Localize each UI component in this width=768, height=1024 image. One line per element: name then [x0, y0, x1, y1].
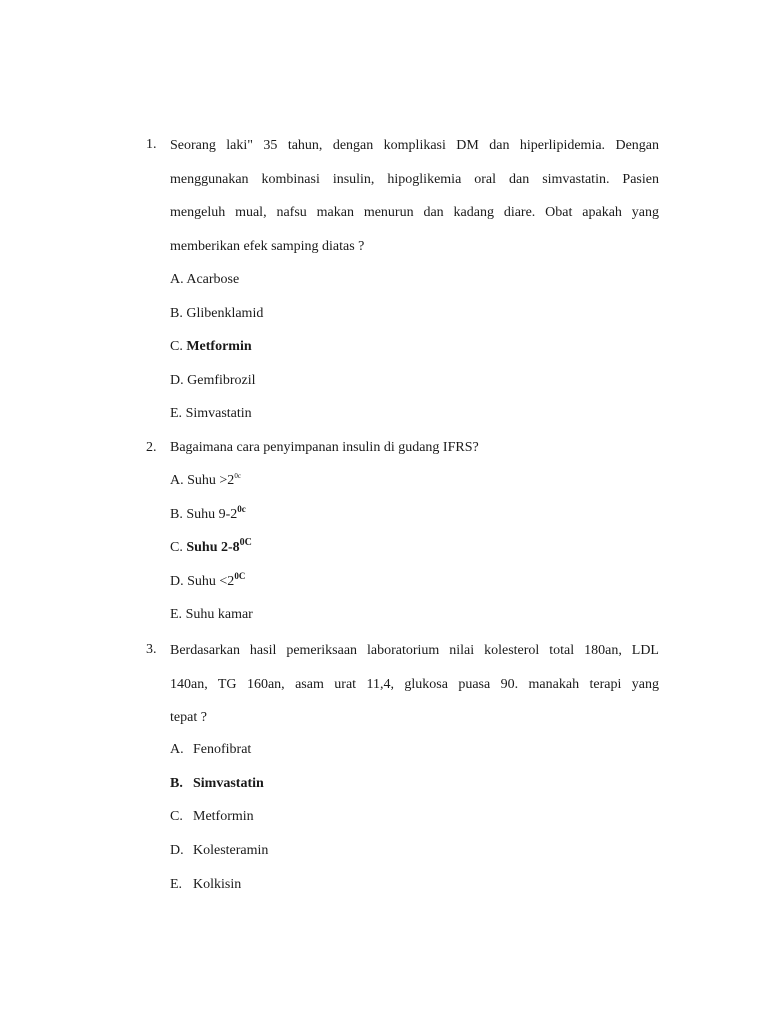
question-line: 140an, TG 160an, asam urat 11,4, glukosa puasa 90. manakah terapi yang	[170, 676, 659, 692]
option-2e	[170, 607, 253, 623]
option-letter: E.	[170, 877, 183, 892]
option-text: Suhu kamar	[185, 607, 253, 622]
option-text: Metformin	[186, 339, 252, 354]
option-superscript: 0C	[239, 537, 252, 548]
option-superscript: 0c	[237, 504, 246, 514]
option-2a	[170, 473, 241, 489]
option-letter: E.	[170, 406, 183, 421]
option-text: Glibenklamid	[186, 306, 264, 321]
question-text	[170, 634, 659, 735]
option-letter: D.	[170, 373, 184, 388]
option-3d	[170, 843, 268, 859]
option-letter: D.	[170, 574, 184, 589]
question-line: menggunakan kombinasi insulin, hipoglikemia oral dan simvastatin. Pasien	[170, 171, 659, 187]
option-1b	[170, 306, 263, 322]
question-number: 2.	[146, 440, 157, 455]
option-3c	[170, 809, 254, 825]
question-line: memberikan efek samping diatas ?	[170, 238, 365, 254]
option-text: Suhu >2	[187, 473, 235, 488]
option-3e	[170, 877, 241, 893]
option-superscript: 0C	[234, 571, 246, 581]
option-1a	[170, 272, 239, 288]
option-text: Fenofibrat	[193, 742, 252, 757]
option-text: Suhu 2-8	[186, 540, 240, 555]
option-letter: B.	[170, 306, 183, 321]
option-text: Metformin	[193, 809, 254, 824]
option-letter: C.	[170, 540, 183, 555]
option-text: Kolesteramin	[193, 843, 269, 858]
question-number: 3.	[146, 642, 157, 657]
option-text: Simvastatin	[193, 776, 264, 791]
question-line: mengeluh mual, nafsu makan menurun dan kadang diare. Obat apakah yang	[170, 205, 659, 220]
option-letter: A.	[170, 473, 184, 488]
question-line: Berdasarkan hasil pemeriksaan laboratorium nilai kolesterol total 180an, LDL	[170, 643, 659, 658]
option-2d	[170, 571, 246, 590]
option-2c-answer	[170, 537, 252, 556]
option-letter: A.	[170, 742, 184, 757]
option-text: Kolkisin	[193, 877, 242, 892]
option-3b-answer	[170, 776, 264, 792]
option-superscript: 0c	[234, 472, 241, 480]
option-letter: B.	[170, 507, 183, 522]
option-3a	[170, 742, 251, 758]
option-text: Gemfibrozil	[187, 373, 256, 388]
option-text: Simvastatin	[185, 406, 252, 421]
question-line: Seorang laki" 35 tahun, dengan komplikasi DM dan hiperlipidemia. Dengan	[170, 138, 659, 153]
option-text: Suhu 9-2	[186, 507, 238, 522]
option-letter: A.	[170, 272, 184, 287]
option-1e	[170, 406, 252, 422]
question-text	[170, 129, 659, 263]
option-1c-answer	[170, 339, 252, 355]
option-letter: C.	[170, 339, 183, 354]
option-letter: E.	[170, 607, 183, 622]
option-letter: B.	[170, 776, 183, 791]
option-letter: C.	[170, 809, 183, 824]
question-number: 1.	[146, 137, 157, 152]
option-2b	[170, 504, 246, 523]
option-text: Acarbose	[186, 272, 240, 287]
option-text: Suhu <2	[187, 574, 235, 589]
question-line: Bagaimana cara penyimpanan insulin di gudang IFRS?	[170, 440, 479, 455]
option-letter: D.	[170, 843, 184, 858]
option-1d	[170, 373, 256, 389]
question-line: tepat ?	[170, 710, 207, 725]
